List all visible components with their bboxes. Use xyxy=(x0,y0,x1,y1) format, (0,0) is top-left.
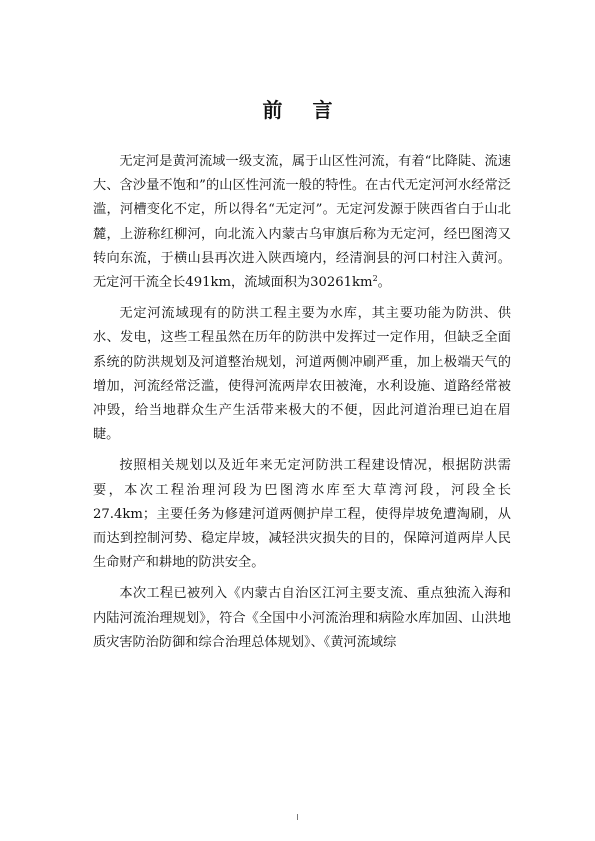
title-char-2: 言 xyxy=(312,98,333,122)
page-number: I xyxy=(296,813,299,822)
paragraph-2: 无定河流域现有的防洪工程主要为水库，其主要功能为防洪、供水、发电，这些工程虽然在历年的防洪中发挥过一定作用，但缺乏全面系统的防洪规划及河道整治规划，河道两侧冲刷严重，加上极端天气的增加，河流经常泛滥，使得河流两岸农田被淹，水利设施、道路经常被冲毁，给当地群众生产生活带来极大的不便，因此河道治理已迫在眉睫。 xyxy=(93,306,511,443)
paragraph-4: 本次工程已被列入《内蒙古自治区江河主要支流、重点独流入海和内陆河流治理规划》，符合《全国中小河流治理和病险水库加固、山洪地质灾害防治防御和综合治理总体规划》、《黄河流域综 xyxy=(93,586,511,650)
paragraph-1 xyxy=(93,150,511,295)
paragraph-1-end: 。 xyxy=(377,275,391,291)
preface-body xyxy=(93,150,511,662)
title-char-1: 前 xyxy=(262,98,283,122)
paragraph-3: 按照相关规划以及近年来无定河防洪工程建设情况，根据防洪需要，本次工程治理河段为巴图湾水库至大草湾河段，河段全长27.4km；主要任务为修建河道两侧护岸工程，使得岸坡免遭淘刷，从而达到控制河势、稳定岸坡，减轻洪灾损失的目的，保障河道两岸人民生命财产和耕地的防洪安全。 xyxy=(93,458,511,571)
area-unit-superscript: 2 xyxy=(372,274,378,284)
paragraph-1-text: 无定河是黄河流域一级支流，属于山区性河流，有着“比降陡、流速大、含沙量不饱和”的山区性河流一般的特性。在古代无定河河水经常泛滥，河槽变化不定，所以得名“无定河”。无定河发源于陕西省白于山北麓，上游称红柳河，向北流入内蒙古乌审旗后称为无定河，经巴图湾又转向东流，于横山县再次进入陕西境内，经清涧县的河口村注入黄河。无定河干流全长491km，流域面积为30261km xyxy=(93,154,511,291)
page-title xyxy=(0,94,595,123)
